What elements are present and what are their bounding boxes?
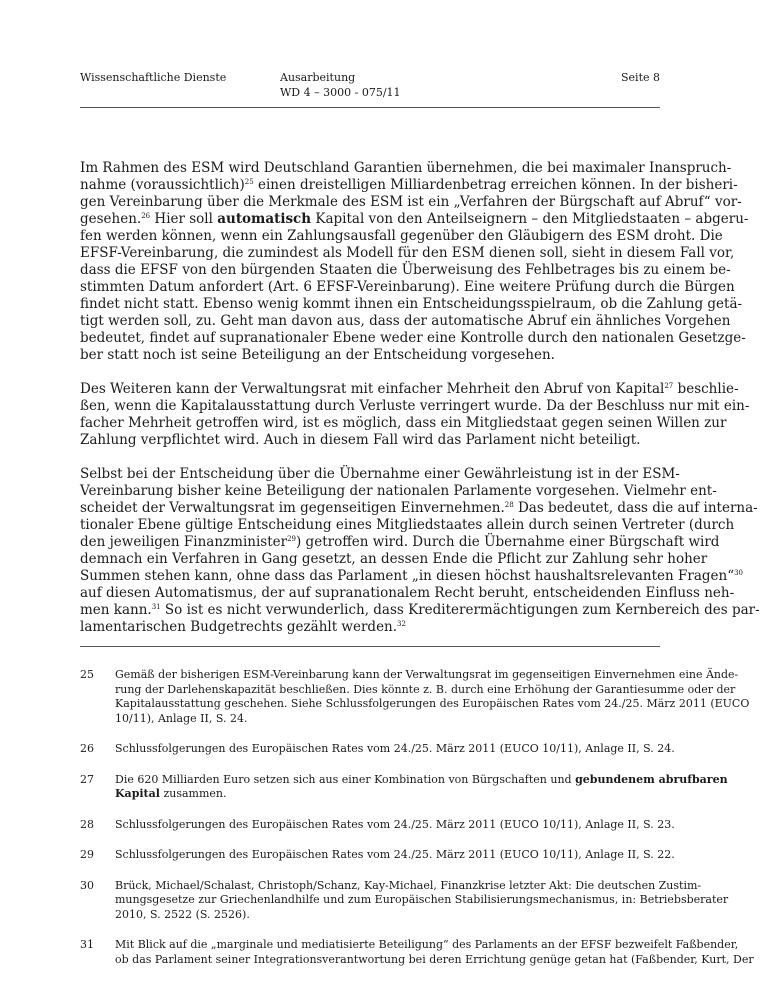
paragraph [80,160,749,364]
header-institution: Wissenschaftliche Dienste [80,71,227,84]
text-line: demnach ein Verfahren in Gang gesetzt, an dessen Ende die Pflicht zur Zahlung sehr hoher [80,551,708,567]
footnote-number: 29 [80,848,94,861]
text-line: stimmten Datum anfordert (Art. 6 EFSF-Vereinbarung). Eine weitere Prüfung durch die Bürgen [80,279,735,295]
text-line: dass die EFSF von den bürgenden Staaten die Überweisung des Fehlbetrages bis zu einem be- [80,262,731,278]
footnote-number: 30 [80,878,94,892]
footnote-30: 30 Brück, Michael/Schalast, Christoph/Schanz, Kay-Michael, Finanzkrise letzter Akt: Die deutschen Zustim- mungsgesetze zur Griechenlandhilfe und zum Europäischen Stabilisierungsmechanismus, in: Betriebsberater 2010, S. 2522 (S. 2526). [80,878,729,921]
footnote-ref-25[interactable]: 25 [244,178,254,186]
text-line: bedeutet, findet auf supranationaler Ebene weder eine Kontrolle durch den nationalen Gesetzge- [80,330,746,346]
text-line: EFSF-Vereinbarung, die zumindest als Modell für den ESM dienen soll, sieht in diesem Fall vor, [80,245,735,261]
text-line: scheidet der Verwaltungsrat im gegenseitigen Einvernehmen.$^{28}$ Das bedeutet, dass die auf interna- [80,500,758,516]
text-line: fen werden können, wenn ein Zahlungsausfall gegenüber den Gläubigern des ESM droht. Die [80,228,723,244]
text-line: Zahlung verpflichtet wird. Auch in diesem Fall wird das Parlament nicht beteiligt. [80,432,641,448]
text-line: lamentarischen Budgetrechts gezählt werden.$^{32}$ [80,619,406,635]
header-divider [80,107,660,108]
text-line: men kann.$^{31}$ So ist es nicht verwunderlich, dass Krediterermächtigungen zum Kernbereich des par- [80,602,760,618]
footnotes [80,668,754,967]
text-line: facher Mehrheit getroffen wird, ist es möglich, dass ein Mitgliedstaat gegen seinen Willen zur [80,415,727,431]
footnote-28: 28 Schlussfolgerungen des Europäischen Rates vom 24./25. März 2011 (EUCO 10/11), Anlage II, S. 23. [80,817,675,831]
header-doc-type: Ausarbeitung [280,71,356,84]
text-line: tionaler Ebene gültige Entscheidung eines Mitgliedstaates allein durch seinen Vertreter (durch [80,517,735,533]
footnote-25: 25 Gemäß der bisherigen ESM-Vereinbarung kann der Verwaltungsrat im gegenseitigen Einvernehmen eine Ände- rung der Darlehenskapazität beschließen. Dies könnte z. B. durch eine Erhöhung der Garantiesumme oder der Kapitalausstattung geschehen. Siehe Schlussfolgerungen des Europäischen Rates vom 24./25. März 2011 (EUCO 10/11), Anlage II, S. 24. [80,668,750,725]
footnote-26: 26 Schlussfolgerungen des Europäischen Rates vom 24./25. März 2011 (EUCO 10/11), Anlage II, S. 24. [80,742,675,755]
footnote-ref-28[interactable]: 28 [504,501,514,509]
text-line: ber statt noch ist seine Beteiligung an der Entscheidung vorgesehen. [80,347,555,363]
footnote-31: 31 Mit Blick auf die „marginale und mediatisierte Beteiligung“ des Parlaments an der EFSF bezweifelt Faßbender, ob das Parlament seiner Integrationsverantwortung bei deren Errichtung genüge getan hat (Faßbender, Kurt, Der [80,938,754,966]
text-line: den jeweiligen Finanzminister$^{29}$) getroffen wird. Durch die Übernahme einer Bürgschaft wird [80,534,720,550]
footnote-27: 27 Die 620 Milliarden Euro setzen sich aus einer Kombination von Bürgschaften und gebundenem abrufbaren Kapital zusammen. [80,772,728,800]
footnote-ref-32[interactable]: 32 [397,620,406,628]
footnote-divider [80,646,660,647]
text-line: nahme (voraussichtlich)$^{25}$ einen dreistelligen Milliardenbetrag erreichen können. In der bisheri- [80,177,738,193]
text-line: findet nicht statt. Ebenso wenig kommt ihnen ein Entscheidungsspielraum, ob die Zahlung getä- [80,296,743,312]
text-line: auf diesen Automatismus, der auf supranationalem Recht beruht, entscheidenden Einfluss neh- [80,585,735,601]
text-line: Im Rahmen des ESM wird Deutschland Garantien übernehmen, die bei maximaler Inanspruch- [80,160,732,176]
text-line: Selbst bei der Entscheidung über die Übernahme einer Gewährleistung ist in der ESM- [80,466,680,482]
emphasis-automatisch: automatisch [217,211,312,227]
header-page-number: Seite 8 [621,71,660,84]
footnote-ref-27[interactable]: 27 [664,382,674,390]
footnote-number: 31 [80,938,94,951]
main-text [80,160,760,653]
text-line: Des Weiteren kann der Verwaltungsrat mit einfacher Mehrheit den Abruf von Kapital$^{27}$ beschlie- [80,381,739,397]
header-document-info [280,70,401,100]
text-line: gen Vereinbarung über die Merkmale des ESM ist ein „Verfahren der Bürgschaft auf Abruf“ vor- [80,194,742,210]
paragraph [80,466,760,636]
emphasis-bound-capital: gebundenem abrufbaren [575,772,728,786]
footnote-number: 27 [80,772,94,786]
footnote-29: 29 Schlussfolgerungen des Europäischen Rates vom 24./25. März 2011 (EUCO 10/11), Anlage II, S. 22. [80,848,675,861]
text-line: tigt werden soll, zu. Geht man davon aus, dass der automatische Abruf ein ähnliches Vorgehen [80,313,731,329]
footnote-ref-29[interactable]: 29 [287,535,296,543]
footnote-number: 25 [80,668,94,681]
emphasis-bound-capital: Kapital [115,787,160,800]
footnote-number: 26 [80,742,94,755]
text-line: Vereinbarung bisher keine Beteiligung der nationalen Parlamente vorgesehen. Vielmehr ent- [80,483,717,499]
footnote-ref-31[interactable]: 31 [151,603,161,611]
paragraph [80,381,750,449]
text-line: Summen stehen kann, ohne dass das Parlament „in diesen höchst haushaltsrelevanten Fragen“$^{30}$ [80,568,744,584]
header-doc-number: WD 4 – 3000 - 075/11 [280,86,401,99]
footnote-ref-30[interactable]: 30 [734,569,744,577]
page-header [80,70,660,110]
text-line: ßen, wenn die Kapitalausstattung durch Verluste verringert wurde. Da der Beschluss nur mit ein- [80,398,750,414]
footnote-ref-26[interactable]: 26 [141,212,151,220]
text-line: gesehen.$^{26}$ Hier soll automatisch Kapital von den Anteilseignern – den Mitgliedstaaten – abgeru- [80,211,749,227]
footnote-number: 28 [80,817,94,831]
